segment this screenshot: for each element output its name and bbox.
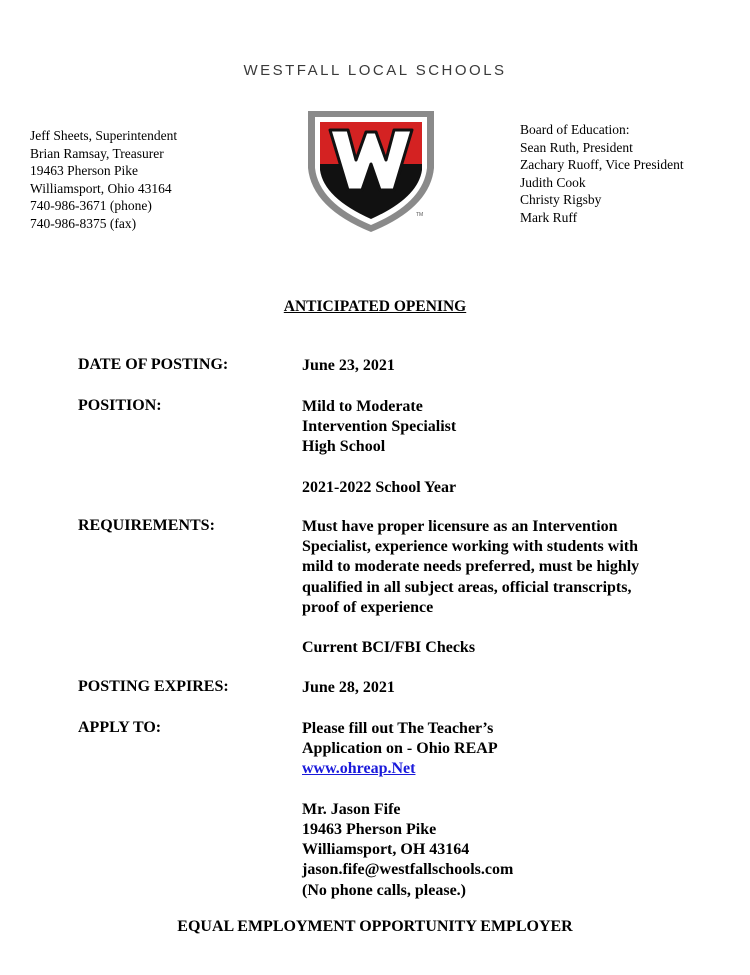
treasurer-line: Brian Ramsay, Treasurer xyxy=(30,145,164,161)
date-of-posting-label: DATE OF POSTING: xyxy=(78,356,229,373)
board-member-president: Sean Ruth, President xyxy=(520,139,633,155)
requirements-line: mild to moderate needs preferred, must be highly xyxy=(302,558,640,576)
contact-note: (No phone calls, please.) xyxy=(302,881,466,899)
fax-line: 740-986-8375 (fax) xyxy=(30,215,137,231)
position-line: Mild to Moderate xyxy=(302,398,423,415)
equal-opportunity-footer: EQUAL EMPLOYMENT OPPORTUNITY EMPLOYER xyxy=(177,918,573,935)
ohreap-link[interactable]: www.ohreap.Net xyxy=(302,760,416,778)
date-of-posting-value xyxy=(302,356,702,376)
position-line: High School xyxy=(302,438,386,456)
street-address-line: 19463 Pherson Pike xyxy=(30,163,138,178)
trademark-mark: TM xyxy=(416,212,424,218)
superintendent-line: Jeff Sheets, Superintendent xyxy=(30,128,178,143)
school-year: 2021-2022 School Year xyxy=(302,478,457,496)
board-title: Board of Education: xyxy=(520,122,630,137)
position-label: POSITION: xyxy=(78,397,162,414)
position-line: Intervention Specialist xyxy=(302,418,457,436)
contact-city: Williamsport, OH 43164 xyxy=(302,841,470,859)
date-of-posting-text: June 23, 2021 xyxy=(302,357,395,374)
requirements-line: Specialist, experience working with students with xyxy=(302,538,638,556)
phone-line: 740-986-3671 (phone) xyxy=(30,198,152,213)
requirements-label: REQUIREMENTS: xyxy=(78,517,215,534)
city-state-zip-line: Williamsport, Ohio 43164 xyxy=(30,180,172,196)
posting-expires-label: POSTING EXPIRES: xyxy=(78,678,229,695)
apply-instruction-line: Please fill out The Teacher’s xyxy=(302,720,494,737)
posting-expires-value xyxy=(302,678,702,698)
board-member: Judith Cook xyxy=(520,174,586,190)
apply-to-value xyxy=(302,719,702,901)
requirements-line: qualified in all subject areas, official transcripts, xyxy=(302,578,632,596)
contact-name: Mr. Jason Fife xyxy=(302,800,401,818)
board-member: Mark Ruff xyxy=(520,209,578,225)
posting-expires-text: June 28, 2021 xyxy=(302,679,395,696)
requirements-line: proof of experience xyxy=(302,598,434,616)
requirements-value xyxy=(302,517,702,658)
school-shield-logo xyxy=(306,108,436,234)
contact-street: 19463 Pherson Pike xyxy=(302,821,437,838)
district-name: WESTFALL LOCAL SCHOOLS xyxy=(243,62,507,79)
apply-to-label: APPLY TO: xyxy=(78,719,162,736)
board-member: Christy Rigsby xyxy=(520,192,602,207)
administration-contact-block xyxy=(30,127,177,232)
background-checks: Current BCI/FBI Checks xyxy=(302,639,476,657)
posting-heading: ANTICIPATED OPENING xyxy=(283,298,467,315)
apply-instruction-line: Application on - Ohio REAP xyxy=(302,740,498,758)
board-of-education-block xyxy=(520,121,684,226)
board-member-vice-president: Zachary Ruoff, Vice President xyxy=(520,157,684,172)
position-value xyxy=(302,397,702,498)
requirements-line: Must have proper licensure as an Intervention xyxy=(302,518,618,535)
contact-email: jason.fife@westfallschools.com xyxy=(302,861,514,879)
